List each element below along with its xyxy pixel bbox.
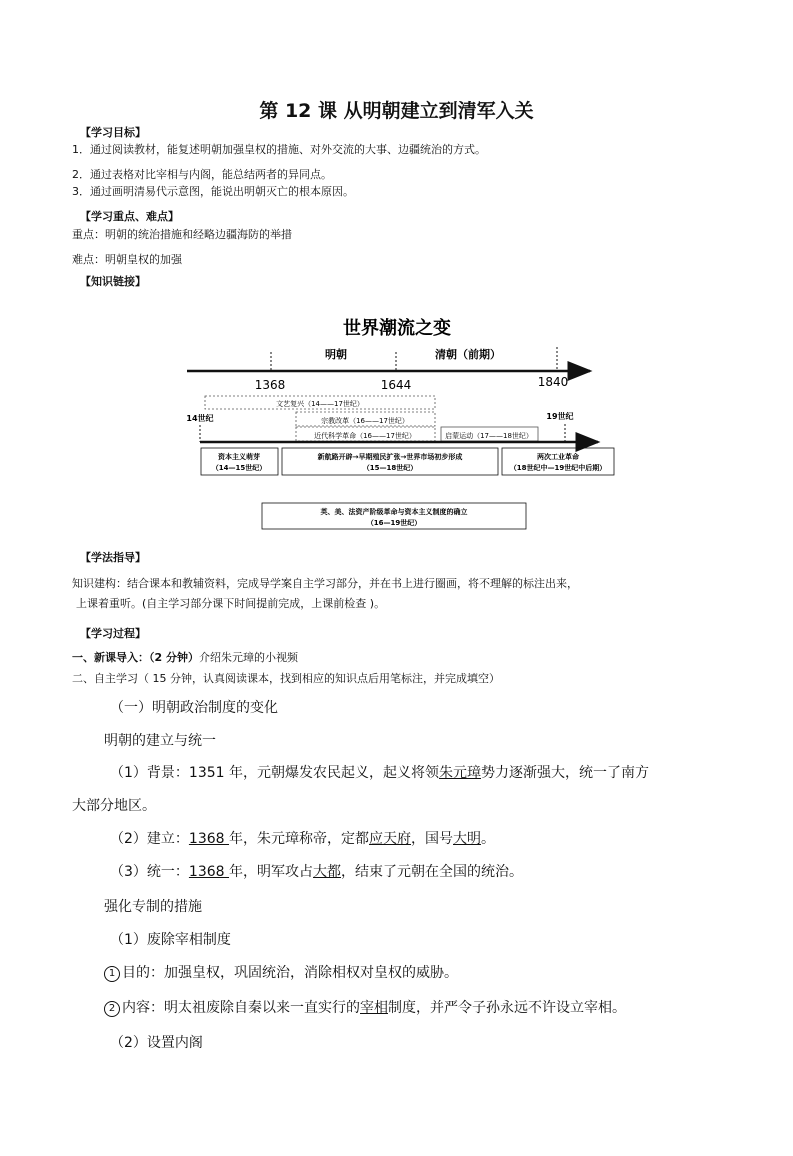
era-qing: 清朝（前期） bbox=[435, 348, 501, 361]
intro-label: 一、新课导入： bbox=[72, 651, 149, 664]
answer-dynasty-name: 大明 bbox=[453, 831, 482, 847]
link-header: 【知识链接】 bbox=[80, 275, 146, 288]
process-header: 【学习过程】 bbox=[80, 627, 146, 640]
revolution-label: 英、美、法资产阶级革命与资本主义制度的确立 bbox=[320, 508, 468, 516]
circled-number-2: 2 bbox=[104, 1001, 120, 1017]
content-text-end: 制度，并严令子孙永远不许设立宰相。 bbox=[388, 1000, 626, 1016]
establish-line bbox=[110, 828, 495, 848]
method-line-1: 知识建构：结合课本和教辅资料，完成导学案自主学习部分，并在书上进行圈画，将不理解的标注出来， bbox=[72, 577, 578, 590]
key-difficulty: 难点：明朝皇权的加强 bbox=[72, 253, 182, 266]
timeline-diagram bbox=[0, 0, 793, 540]
timeline-title: 世界潮流之变 bbox=[343, 318, 451, 339]
key-header: 【学习重点、难点】 bbox=[80, 210, 179, 223]
year-1368: 1368 bbox=[254, 378, 286, 392]
intro-time: （2 分钟） bbox=[149, 651, 199, 664]
goal-item-3: 3．通过画明清易代示意图，能说出明朝灭亡的根本原因。 bbox=[72, 185, 354, 198]
method-line-2: 上课着重听。(自主学习部分课下时间提前完成，上课前检查 )。 bbox=[76, 597, 386, 610]
answer-dadu: 大都 bbox=[313, 864, 342, 880]
unify-label: （3）统一： bbox=[110, 864, 189, 880]
unify-text: 年，明军攻占 bbox=[229, 864, 314, 880]
method-header: 【学法指导】 bbox=[80, 551, 146, 564]
intro-line bbox=[72, 649, 298, 665]
background-cont: 大部分地区。 bbox=[72, 798, 156, 814]
background-line bbox=[110, 762, 649, 782]
answer-establish-year: 1368 bbox=[188, 831, 230, 847]
subheading-autocracy: 强化专制的措施 bbox=[104, 899, 202, 915]
century-14: 14世纪 bbox=[186, 414, 214, 423]
content-text: 内容：明太祖废除自秦以来一直实行的 bbox=[122, 1000, 360, 1016]
background-text-end: 势力逐渐强大，统一了南方 bbox=[481, 765, 649, 781]
renaissance-label: 文艺复兴（14——17世纪） bbox=[276, 400, 364, 408]
unify-text-end: ，结束了元朝在全国的统治。 bbox=[341, 864, 524, 880]
science-label: 近代科学革命（16——17世纪） bbox=[314, 432, 416, 440]
lesson-title: 第 12 课 从明朝建立到清军入关 bbox=[259, 100, 534, 122]
intro-text: 介绍朱元璋的小视频 bbox=[198, 651, 298, 664]
establish-text-2: ，国号 bbox=[411, 831, 454, 847]
purpose-line bbox=[104, 962, 458, 982]
measure-1: （1）废除宰相制度 bbox=[110, 932, 231, 948]
answer-capital: 应天府 bbox=[369, 831, 412, 847]
century-19: 19世纪 bbox=[546, 412, 574, 421]
purpose-text: 目的：加强皇权，巩固统治，消除相权对皇权的威胁。 bbox=[122, 965, 458, 981]
answer-unify-year: 1368 bbox=[188, 864, 230, 880]
capitalism-period: （14—15世纪） bbox=[211, 464, 267, 472]
answer-chancellor: 宰相 bbox=[360, 1000, 388, 1016]
answer-zhu-yuanzhang: 朱元璋 bbox=[439, 765, 481, 781]
goal-item-1: 1．通过阅读教材，能复述明朝加强皇权的措施、对外交流的大事、边疆统治的方式。 bbox=[72, 143, 486, 156]
subheading-founding: 明朝的建立与统一 bbox=[104, 733, 216, 749]
establish-text: 年，朱元璋称帝，定都 bbox=[229, 831, 370, 847]
goal-item-2: 2．通过表格对比宰相与内阁，能总结两者的异同点。 bbox=[72, 168, 332, 181]
unify-line bbox=[110, 861, 523, 881]
establish-label: （2）建立： bbox=[110, 831, 189, 847]
goals-header: 【学习目标】 bbox=[80, 126, 146, 139]
circled-number-1: 1 bbox=[104, 966, 120, 982]
background-text: （1）背景：1351 年，元朝爆发农民起义，起义将领 bbox=[110, 765, 439, 781]
era-ming: 明朝 bbox=[325, 348, 347, 361]
establish-end: 。 bbox=[481, 831, 496, 847]
reformation-label: 宗教改革（16——17世纪） bbox=[321, 417, 409, 425]
enlightenment-label: 启蒙运动（17——18世纪） bbox=[445, 432, 533, 440]
routes-label: 新航路开辟→早期殖民扩张→世界市场初步形成 bbox=[317, 453, 463, 461]
section-heading: （一）明朝政治制度的变化 bbox=[110, 700, 278, 716]
year-1644: 1644 bbox=[380, 378, 412, 392]
content-line bbox=[104, 997, 626, 1017]
self-study-line: 二、自主学习（ 15 分钟，认真阅读课本，找到相应的知识点后用笔标注，并完成填空） bbox=[72, 672, 500, 685]
measure-2: （2）设置内阁 bbox=[110, 1035, 203, 1051]
routes-period: （15—18世纪） bbox=[362, 464, 418, 472]
capitalism-label: 资本主义萌芽 bbox=[218, 453, 260, 461]
industrial-label: 两次工业革命 bbox=[537, 453, 579, 461]
key-focus: 重点：明朝的统治措施和经略边疆海防的举措 bbox=[72, 228, 292, 241]
industrial-period: （18世纪中—19世纪中后期） bbox=[509, 464, 607, 472]
revolution-period: （16—19世纪） bbox=[366, 519, 422, 527]
year-1840: 1840 bbox=[537, 375, 569, 389]
